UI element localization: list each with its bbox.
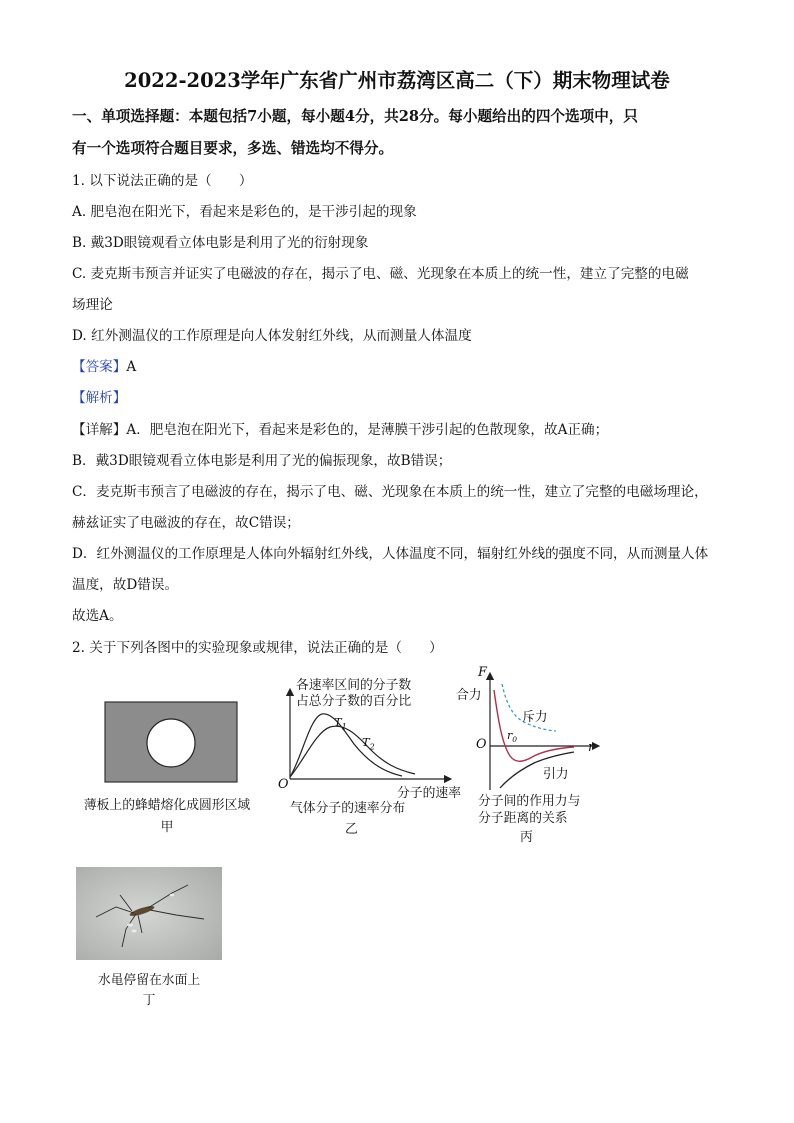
detail-tag: 【详解】 bbox=[72, 422, 127, 438]
q1-conclusion: 故选A。 bbox=[72, 608, 123, 624]
t1-subscript: 1 bbox=[341, 722, 347, 732]
figure-yi-ylabel-2: 占总分子数的百分比 bbox=[296, 694, 412, 709]
q1-option-b: B. 戴3D眼镜观看立体电影是利用了光的衍射现象 bbox=[72, 235, 369, 251]
figure-bing-label: 丙 bbox=[520, 830, 533, 845]
figure-ding-caption: 水黾停留在水面上 bbox=[97, 973, 201, 988]
figure-yi-t1-label bbox=[334, 714, 347, 735]
figure-bing-caption-1: 分子间的作用力与 bbox=[478, 794, 581, 809]
t2-symbol: T bbox=[362, 735, 370, 749]
q1-detail-c-line1: C．麦克斯韦预言了电磁波的存在，揭示了电、磁、光现象在本质上的统一性，建立了完整的电磁场理论， bbox=[72, 484, 708, 500]
figure-bing-attraction-label: 引力 bbox=[543, 767, 569, 782]
section-header-line2: 有一个选项符合题目要求，多选、错选均不得分。 bbox=[72, 140, 394, 157]
figure-ding-label: 丁 bbox=[142, 993, 156, 1008]
t2-subscript: 2 bbox=[369, 742, 375, 752]
section-header-line1: 一、单项选择题：本题包括7小题，每小题4分，共28分。每小题给出的四个选项中，只 bbox=[72, 108, 638, 125]
figure-bing-origin: O bbox=[476, 737, 487, 752]
figure-bing-f-axis-label: F bbox=[478, 665, 487, 680]
answer-value: A bbox=[126, 359, 137, 375]
r0-subscript: 0 bbox=[512, 735, 518, 745]
figure-jia-label: 甲 bbox=[160, 820, 174, 835]
figure-bing-caption-2: 分子距离的关系 bbox=[478, 811, 568, 826]
answer-tag: 【答案】 bbox=[72, 359, 127, 375]
r0-symbol: r bbox=[507, 729, 513, 742]
q1-option-c-line1: C. 麦克斯韦预言并证实了电磁波的存在，揭示了电、磁、光现象在本质上的统一性，建立了完整的电磁 bbox=[72, 266, 689, 282]
figure-yi-t2-label bbox=[362, 734, 375, 755]
t1-symbol: T bbox=[334, 715, 342, 729]
q1-option-c-line2: 场理论 bbox=[72, 297, 113, 313]
q2-stem: 2. 关于下列各图中的实验现象或规律，说法正确的是（ ） bbox=[72, 640, 443, 656]
figure-jia-caption: 薄板上的蜂蜡熔化成圆形区域 bbox=[83, 798, 251, 813]
q1-detail-b: B．戴3D眼镜观看立体电影是利用了光的偏振现象，故B错误； bbox=[72, 453, 452, 469]
analysis-tag: 【解析】 bbox=[72, 390, 127, 406]
q1-detail-a: A．肥皂泡在阳光下，看起来是彩色的，是薄膜干涉引起的色散现象，故A正确； bbox=[126, 422, 609, 438]
figure-bing-net-force-label: 合力 bbox=[456, 688, 482, 703]
q1-detail-a-row bbox=[72, 421, 608, 439]
q1-detail-d-line1: D．红外测温仪的工作原理是人体向外辐射红外线，人体温度不同，辐射红外线的强度不同，从而测量人体 bbox=[72, 546, 709, 562]
q1-detail-d-line2: 温度，故D错误。 bbox=[72, 577, 179, 593]
figure-yi-xlabel: 分子的速率 bbox=[397, 786, 461, 801]
q1-option-d: D. 红外测温仪的工作原理是向人体发射红外线，从而测量人体温度 bbox=[72, 328, 472, 344]
figure-yi-origin: O bbox=[278, 777, 289, 792]
figure-jia-wax-plate bbox=[100, 700, 240, 785]
figure-bing-repulsion-label: 斥力 bbox=[522, 710, 548, 725]
q1-option-a: A. 肥皂泡在阳光下，看起来是彩色的，是干涉引起的现象 bbox=[72, 204, 417, 220]
figure-bing-r0-label bbox=[507, 728, 517, 748]
q1-detail-c-line2: 赫兹证实了电磁波的存在，故C错误； bbox=[72, 515, 300, 531]
figure-bing-r-axis-label: r bbox=[588, 740, 595, 755]
figure-yi-label: 乙 bbox=[345, 822, 358, 837]
figure-ding-water-strider-photo bbox=[76, 867, 222, 960]
q1-stem: 1. 以下说法正确的是（ ） bbox=[72, 173, 253, 189]
q1-answer-row bbox=[72, 358, 136, 376]
melted-wax-circle bbox=[147, 719, 195, 767]
water-surface bbox=[76, 867, 222, 960]
exam-title: 2022-2023学年广东省广州市荔湾区高二（下）期末物理试卷 bbox=[124, 69, 670, 92]
figure-yi-ylabel-1: 各速率区间的分子数 bbox=[296, 678, 412, 693]
figure-yi-caption: 气体分子的速率分布 bbox=[290, 801, 406, 816]
